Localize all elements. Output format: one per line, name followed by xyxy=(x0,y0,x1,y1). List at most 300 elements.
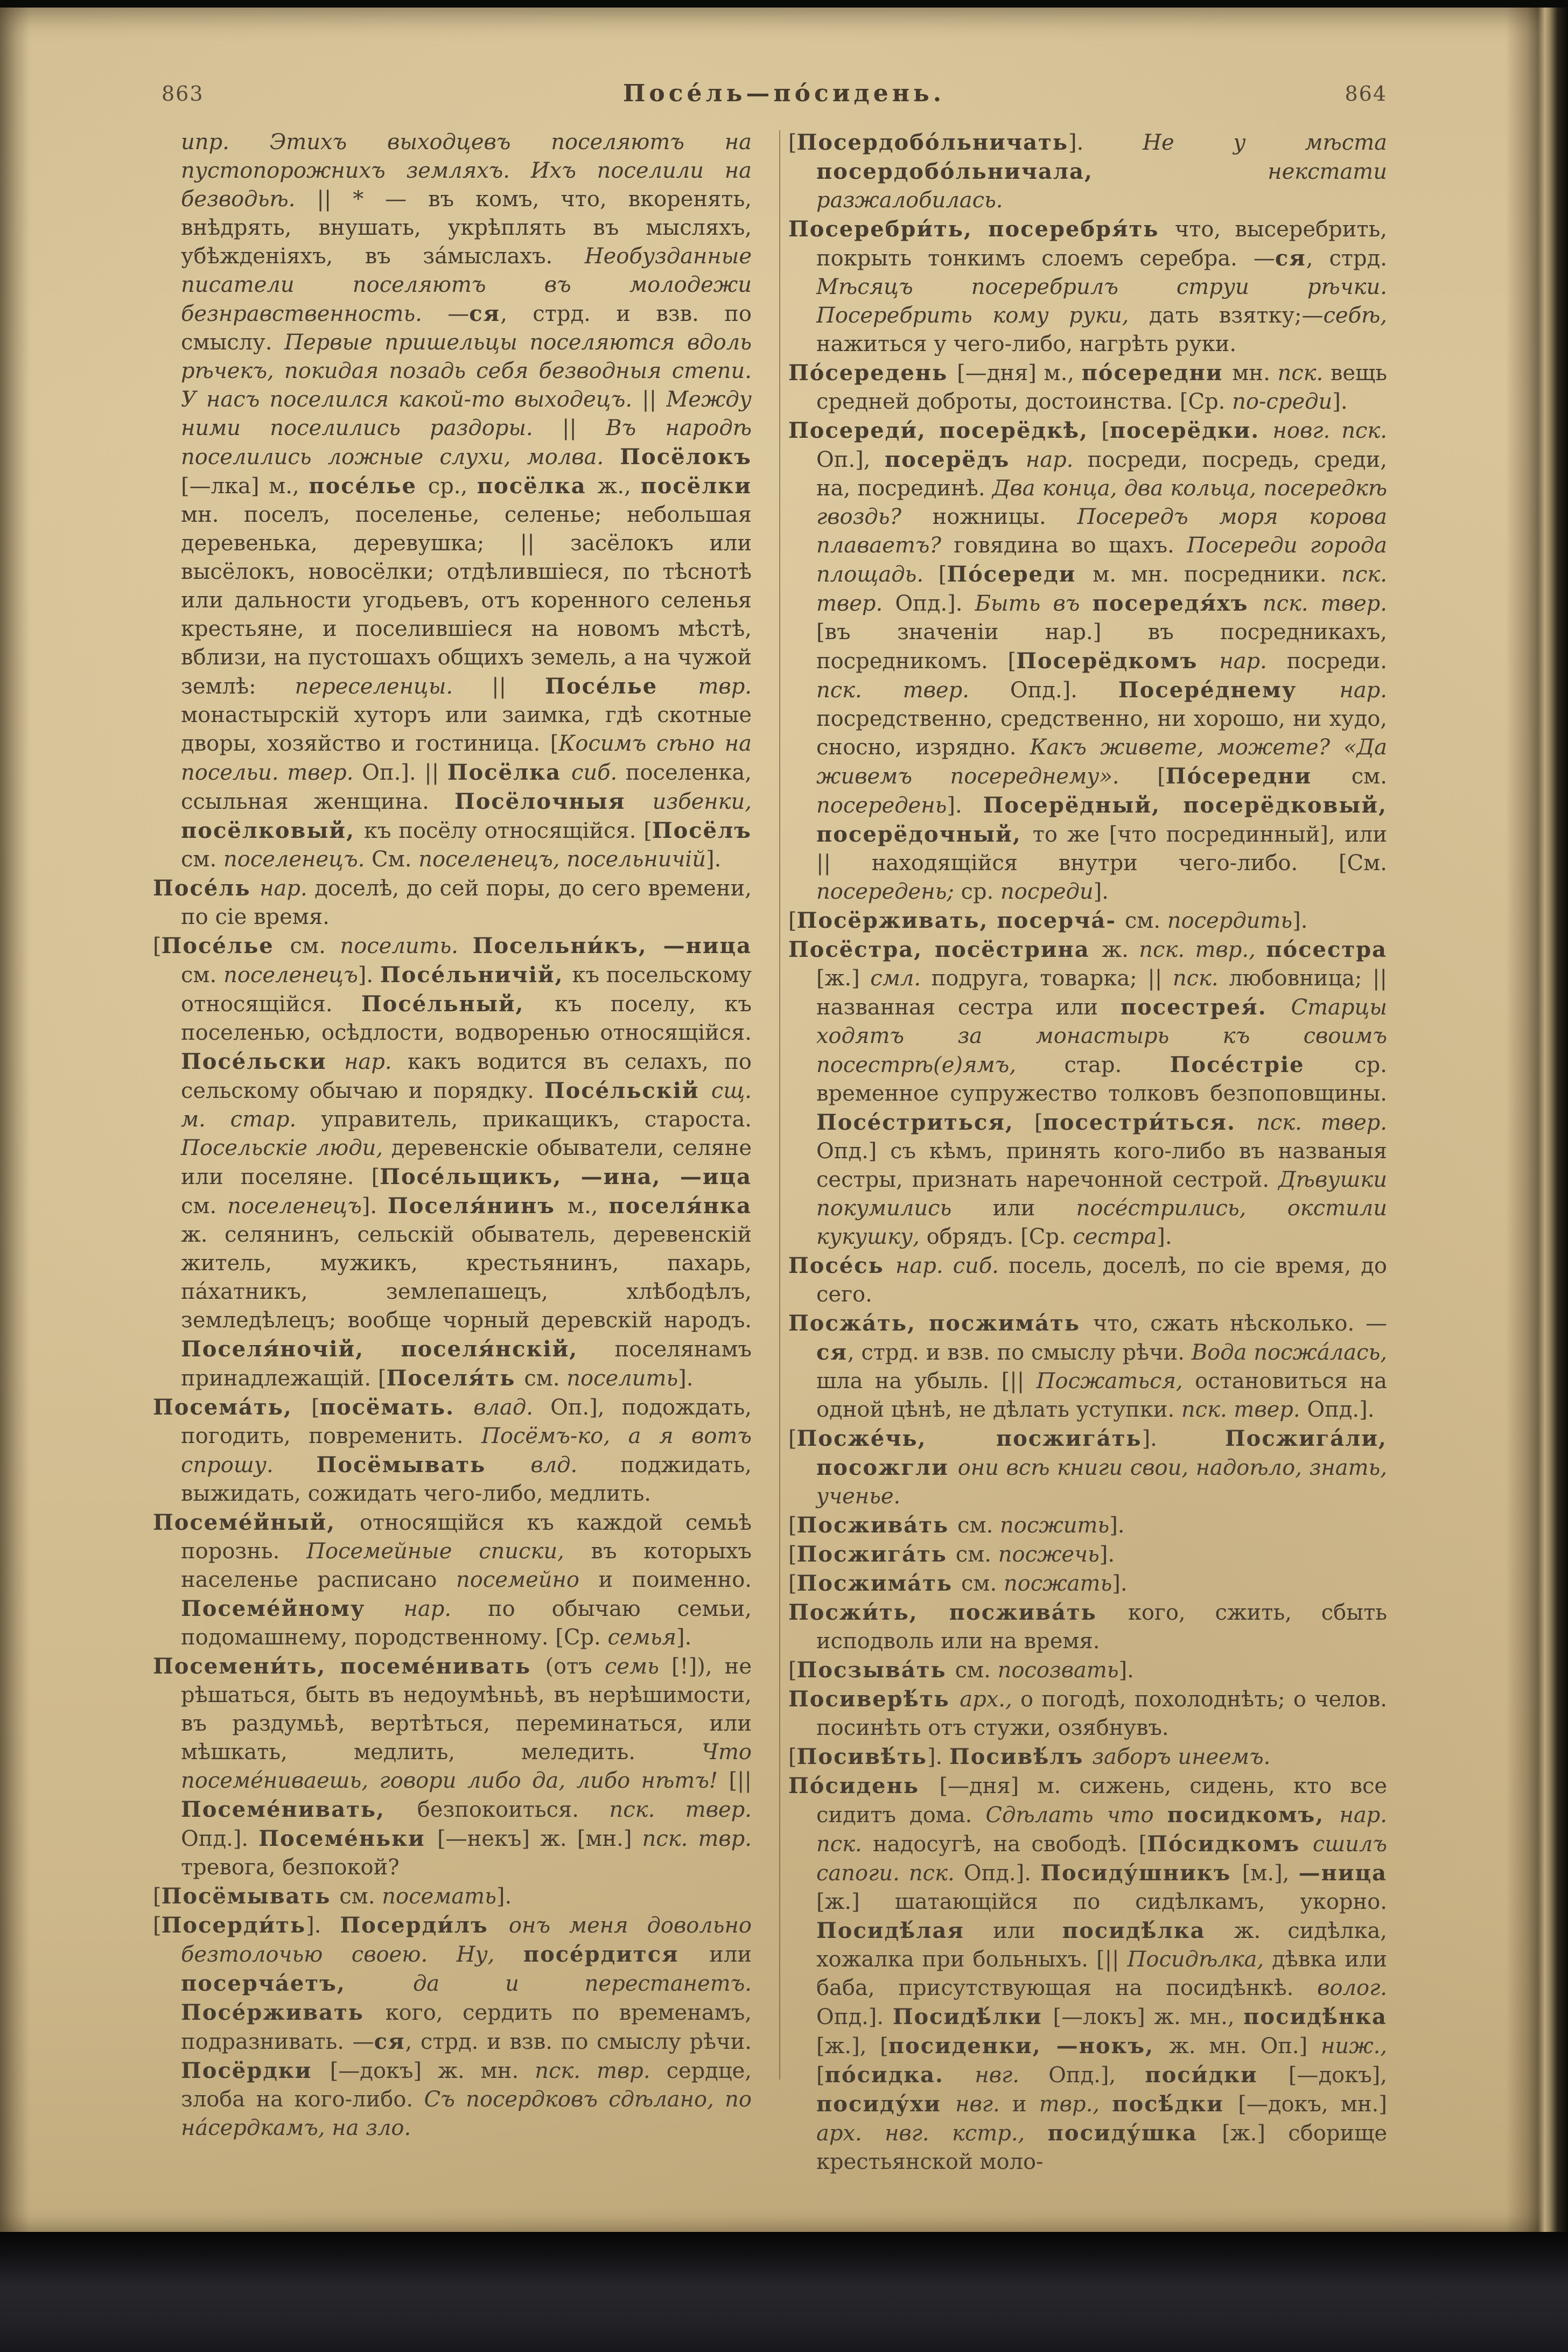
text-segment: посёлка xyxy=(477,473,598,499)
text-segment: Что посеме́ниваешь, говори либо да, либо нѣтъ! xyxy=(181,1740,752,1793)
text-segment: вещь средней доброты, достоинства. [Ср. xyxy=(816,361,1388,414)
text-segment: кого, сжить, сбыть исподволь или на время. xyxy=(816,1600,1387,1654)
text-segment: или xyxy=(993,1919,1062,1943)
text-segment: [ xyxy=(311,1395,320,1420)
dictionary-paragraph xyxy=(153,128,752,874)
text-segment: пск. xyxy=(1277,361,1331,386)
page-number-right: 864 xyxy=(1345,82,1387,106)
dictionary-paragraph xyxy=(788,1511,1387,1540)
dictionary-paragraph xyxy=(788,215,1387,359)
text-segment: [ xyxy=(788,1513,797,1538)
text-segment: Посема́ть, xyxy=(153,1395,312,1420)
text-segment: и xyxy=(1012,2092,1039,2117)
text-segment: или xyxy=(709,1942,752,1967)
text-segment: м. мн. посредники. xyxy=(1093,562,1342,587)
page-left-edge-shadow xyxy=(0,8,30,2232)
text-segment: ср., xyxy=(428,474,477,499)
text-segment: [ xyxy=(788,908,797,933)
text-segment: посёлки xyxy=(640,473,752,499)
text-segment: ]. xyxy=(306,1913,340,1938)
text-segment: безпокоиться. xyxy=(417,1797,610,1822)
text-segment: Опд.]. xyxy=(963,1861,1041,1886)
text-segment: [ xyxy=(1101,418,1110,443)
text-segment: да и перестанетъ. xyxy=(412,1971,752,1996)
text-segment: посердобо́льничала, xyxy=(816,159,1268,184)
text-segment: [!]), не рѣшаться, быть въ недоумѣньѣ, въ нерѣшимости, въ раздумьѣ, вертѣться, переминаться, или мѣшкать, медлить, меледить. xyxy=(181,1654,752,1765)
text-segment: посередень; xyxy=(816,879,961,904)
dictionary-paragraph xyxy=(788,1424,1387,1511)
text-segment: ж. сидѣлка, хожалка при больныхъ. [|| xyxy=(816,1919,1388,1972)
text-segment: то же [что посрединный], или || находящійся внутри чего-либо. [См. xyxy=(816,822,1387,876)
text-segment: посередень xyxy=(816,793,947,818)
text-segment: [ xyxy=(788,1658,797,1683)
text-segment: Посёрдки xyxy=(181,2058,330,2083)
text-segment: Посёлокъ xyxy=(620,444,752,470)
text-segment: ]. xyxy=(361,1194,388,1219)
text-segment: ся xyxy=(374,2029,405,2054)
text-segment: посѣ́дки xyxy=(1112,2091,1238,2117)
text-segment: Посельни́къ, —ница xyxy=(472,933,752,958)
text-segment: ж. xyxy=(1102,937,1139,962)
text-segment: ]. xyxy=(947,793,983,818)
text-segment: нар. xyxy=(1219,649,1287,674)
text-segment: По́сидень xyxy=(788,1773,940,1798)
text-segment: Посе́сь xyxy=(788,1253,896,1278)
text-segment: ]. xyxy=(1093,879,1109,904)
text-segment: поси́дки xyxy=(1145,2062,1289,2088)
text-segment: деревенскіе обыватели, селяне или поселяне. [ xyxy=(181,1136,752,1189)
text-segment: (отъ xyxy=(545,1654,605,1679)
text-segment: Быть въ xyxy=(975,591,1093,616)
text-segment: Не у мѣста xyxy=(1143,130,1387,155)
text-segment: Два конца, два кольца, посередкѣ гвоздь? xyxy=(816,476,1387,529)
text-segment: Посе́лье xyxy=(161,933,290,958)
text-segment: пск. твр., xyxy=(1139,937,1266,962)
text-segment: посидѣ́лка xyxy=(1062,1918,1234,1943)
text-segment: Посжима́ть xyxy=(796,1571,961,1596)
text-segment: Посе́лье xyxy=(545,674,698,699)
text-segment: [ xyxy=(816,2063,825,2088)
text-segment: по обычаю семьи, подомашнему, породственному. [Ср. xyxy=(181,1597,752,1650)
text-segment: Поселя́ть xyxy=(386,1366,524,1391)
text-segment: Посеребри́ть, посеребря́ть xyxy=(788,216,1175,242)
book-page-scan xyxy=(0,8,1568,2232)
text-segment: посе́лье xyxy=(309,473,428,499)
text-segment: Посжива́ть xyxy=(796,1513,958,1538)
text-segment: см. xyxy=(1124,908,1167,933)
text-segment: ]. xyxy=(1292,908,1308,933)
text-segment: ]. xyxy=(496,1884,512,1909)
text-segment: Посеме́ньки xyxy=(258,1826,438,1851)
text-segment: пск. твер. xyxy=(816,678,1010,703)
scan-top-border xyxy=(0,0,1568,8)
dictionary-paragraph xyxy=(153,1508,752,1652)
text-segment: сердце, злоба на кого-либо. xyxy=(181,2059,752,2112)
dictionary-paragraph xyxy=(788,128,1387,215)
text-segment: [въ значеніи нар.] въ посредникахъ, посредникомъ. [ xyxy=(816,620,1387,674)
text-segment: ж., xyxy=(597,474,641,499)
text-segment: посредственно, средственно, ни хорошо, ни худо, сносно, изрядно. xyxy=(816,706,1387,760)
text-segment: [ xyxy=(1034,1110,1043,1135)
text-segment: [ xyxy=(788,1745,797,1769)
text-segment: и поименно. xyxy=(598,1567,752,1592)
text-segment: [ xyxy=(938,562,947,587)
text-segment: Посерди́ть xyxy=(161,1913,306,1938)
text-segment: ниж., xyxy=(1320,2034,1387,2059)
text-segment: Оп.], подождать, погодить, повременить. xyxy=(181,1395,752,1448)
text-segment: посозвать xyxy=(997,1658,1119,1683)
dictionary-paragraph xyxy=(788,1742,1387,1772)
text-segment: Поселя́ночій, поселя́нскій, xyxy=(181,1336,615,1362)
text-segment: Посжи́ть, посжива́ть xyxy=(788,1600,1128,1625)
text-segment: сщ. м. стар. xyxy=(181,1079,752,1132)
text-segment: —себѣ, xyxy=(1301,303,1387,328)
text-segment: Опд.]. xyxy=(1010,678,1118,703)
text-segment: Посерёдный, посерёдковый, посерёдочный, xyxy=(816,793,1387,847)
text-segment: по́сидка. xyxy=(824,2062,975,2088)
text-segment: онъ меня довольно безтолочью своею. Ну, xyxy=(181,1913,752,1967)
text-segment: || xyxy=(492,674,545,699)
text-segment: по́середни xyxy=(1081,360,1233,386)
text-segment: поселенецъ, посельничій xyxy=(418,847,706,872)
text-segment: , стрд. и взв. по смыслу рѣчи. xyxy=(405,2029,752,2054)
text-segment: [—докъ] ж. мн. xyxy=(330,2059,535,2083)
dictionary-paragraph xyxy=(788,1540,1387,1569)
text-segment: обрядъ. [Ср. xyxy=(926,1224,1073,1249)
text-segment: см. xyxy=(955,1542,998,1567)
text-segment: поселянамъ принадлежащій. [ xyxy=(181,1337,752,1391)
text-segment: Первые пришельцы поселяются вдоль рѣчекъ, покидая позадь себя безводныя степи. У насъ поселился какой-то выходецъ. || Между ними поселились раздоры. || Въ народѣ поселились ложные слухи, молва. xyxy=(181,330,752,470)
text-segment: См. xyxy=(372,847,419,872)
text-segment: Посёстра, посёстрина xyxy=(788,937,1102,962)
text-segment: Опд.]. xyxy=(895,591,975,616)
text-segment: Оп.], xyxy=(816,447,885,472)
text-segment: Посе́рживать xyxy=(181,2000,386,2025)
text-segment: —ница xyxy=(1298,1860,1387,1886)
text-segment: семь xyxy=(604,1654,671,1679)
text-segment: нар. xyxy=(1339,678,1387,703)
text-segment: дать взятку; xyxy=(1149,303,1302,328)
text-segment: пск. твер. xyxy=(1256,1110,1388,1135)
text-segment: см. xyxy=(957,1513,1000,1538)
text-segment: надосугѣ, на свободѣ. [ xyxy=(873,1832,1147,1857)
text-segment: о погодѣ, похолоднѣть; о челов. посинѣть отъ стужи, озябнувъ. xyxy=(816,1687,1388,1740)
text-segment: Посерди́лъ xyxy=(340,1913,509,1938)
dictionary-paragraph xyxy=(153,1652,752,1882)
text-segment: [—докъ, мн.] xyxy=(1238,2092,1387,2117)
text-segment: [ xyxy=(153,1913,162,1938)
text-segment: пск. твр. xyxy=(642,1826,752,1851)
text-segment: см. xyxy=(955,1658,998,1683)
text-segment: или xyxy=(992,1196,1076,1221)
text-segment: Посжаться, xyxy=(1036,1369,1195,1394)
text-segment: [ xyxy=(788,1571,797,1596)
text-segment: нар. сиб. xyxy=(895,1254,1009,1278)
text-segment: къ посельскому относящійся. xyxy=(181,963,752,1017)
text-segment: ]. xyxy=(676,1625,692,1650)
text-segment: Посеме́нивать, xyxy=(181,1797,417,1822)
text-segment: Посжига́ли, посожгли xyxy=(816,1426,1387,1480)
text-segment: Посе́льничій, xyxy=(380,962,572,988)
text-segment: [ж.] сборище крестьянской моло- xyxy=(816,2121,1387,2174)
text-segment: посёмать. xyxy=(319,1395,474,1420)
text-segment: посемейно xyxy=(456,1567,599,1592)
text-segment: поселенецъ xyxy=(223,963,358,988)
text-segment: По́середень xyxy=(788,360,957,386)
text-segment: они всѣ книги свои, надоѣло, знать, ученье. xyxy=(816,1455,1387,1509)
text-segment: [м.], xyxy=(1242,1861,1299,1886)
text-segment: относящійся къ каждой семьѣ порознь. xyxy=(181,1510,752,1564)
text-segment: стар. xyxy=(1064,1053,1170,1077)
text-segment: Посе́льщикъ, —ина, —ица xyxy=(380,1164,752,1189)
text-segment: поселенецъ. xyxy=(223,847,372,872)
text-segment: остановиться на одной цѣнѣ, не дѣлать уступки. xyxy=(816,1369,1387,1422)
text-segment: по-среди xyxy=(1232,389,1333,414)
text-segment: посестрея́. xyxy=(1120,995,1291,1020)
text-segment: посжать xyxy=(1003,1571,1112,1596)
text-segment: Посемейные списки, xyxy=(306,1539,591,1564)
column-right xyxy=(788,128,1387,2176)
text-segment: Посердобо́льничать xyxy=(796,130,1068,155)
text-segment: Посе́льскій xyxy=(544,1078,711,1103)
text-segment: нар. xyxy=(260,876,315,901)
text-segment: какъ водится въ селахъ, по сельскому обычаю и порядку. xyxy=(181,1049,752,1103)
text-segment: ж. селянинъ, сельскій обыватель, деревенскій житель, мужикъ, крестьянинъ, пахарь, па́хатникъ, землепашецъ, хлѣбодѣлъ, земледѣлецъ; вообще чорный деревскій народъ. xyxy=(181,1222,752,1333)
text-segment: Опд.]. xyxy=(816,2005,893,2029)
text-segment: поджидать, выжидать, сожидать чего-либо, медлить. xyxy=(181,1453,752,1506)
text-segment: посидѣ́нка xyxy=(1243,2004,1387,2029)
text-segment: ]. xyxy=(705,847,722,872)
text-segment: твр., xyxy=(1039,2092,1112,2117)
text-segment: Посе́ль xyxy=(153,876,260,901)
dictionary-paragraph xyxy=(788,1598,1387,1656)
text-segment: Посёмывать xyxy=(161,1884,340,1909)
text-segment: пск. твер. xyxy=(1181,1397,1307,1422)
text-segment: Посе́льски xyxy=(181,1049,345,1074)
text-segment: ся xyxy=(469,301,501,326)
text-segment: новг. пск. xyxy=(1272,418,1387,443)
text-segment: — xyxy=(447,302,470,326)
text-segment: см. xyxy=(1351,764,1387,789)
dictionary-paragraph xyxy=(788,906,1387,935)
text-segment: твр. xyxy=(698,674,752,699)
text-segment: см. xyxy=(339,1884,382,1909)
text-segment: ]. xyxy=(1157,1224,1172,1249)
text-segment: Посидѣ́лая xyxy=(816,1918,993,1943)
text-segment: [—дня] м. сижень, сидень, кто все сидитъ дома. xyxy=(816,1774,1388,1828)
text-segment: посиду́шка xyxy=(1047,2120,1222,2146)
text-segment: Посивѣ́ть xyxy=(796,1744,927,1769)
text-segment: ипр. Этихъ выходцевъ поселяютъ на пустопорожнихъ земляхъ. Ихъ поселили на безводьѣ. xyxy=(181,130,752,212)
text-segment: , стрд. и взв. по смыслу рѣчи. xyxy=(847,1340,1192,1365)
text-segment: посе́рдится xyxy=(523,1942,710,1967)
text-segment: ср. временное супружество толковъ безпоповщины. xyxy=(816,1053,1387,1106)
text-segment: посиду́хи xyxy=(816,2091,956,2117)
text-segment: любовница; || названная сестра или xyxy=(816,966,1387,1020)
dictionary-paragraph xyxy=(153,932,752,1393)
text-segment: Сдѣлать что xyxy=(985,1803,1167,1828)
text-segment: подруга, товарка; || xyxy=(931,966,1173,991)
text-segment: , стрд. xyxy=(1306,246,1387,271)
text-segment: Посжига́ть xyxy=(796,1542,956,1567)
text-segment: мн. поселъ, поселенье, селенье; небольшая деревенька, деревушка; || засёлокъ или высёлокъ, новосёлки; отдѣлившіеся, по тѣснотѣ или дальности угодьевъ, отъ коренного селенья крестьяне, и поселившіеся на новомъ мѣстѣ, вблизи, на пустошахъ общихъ земель, а на чужой землѣ: xyxy=(181,502,752,699)
text-segment: посерча́етъ, xyxy=(181,1971,413,1996)
text-segment: пск. твер. xyxy=(816,562,1387,616)
text-segment: Вода посжа́лась, xyxy=(1191,1340,1387,1365)
text-segment: [—некъ] ж. [мн.] xyxy=(437,1826,642,1851)
text-segment: къ поселу, къ поселенью, осѣдлости, водворенью относящійся. xyxy=(181,992,752,1045)
text-segment: [—лка] м., xyxy=(181,474,309,499)
text-segment: Посе́льный, xyxy=(361,991,555,1017)
text-segment: поселенецъ xyxy=(227,1194,362,1219)
text-segment: нар. пск. xyxy=(816,1803,1387,1857)
dictionary-paragraph xyxy=(788,1772,1387,2176)
text-segment: [ xyxy=(153,934,162,958)
text-segment: Посе́стриться, xyxy=(816,1110,1034,1135)
text-segment: Посемени́ть, посеме́нивать xyxy=(153,1654,545,1679)
text-segment: По́сидкомъ xyxy=(1147,1831,1313,1857)
text-segment: [ж.] xyxy=(816,966,871,991)
text-segment: Оп.]. || xyxy=(362,760,447,785)
text-segment: дѣвка или баба, присутствующая на посидѣнкѣ. xyxy=(816,1947,1387,2000)
text-segment: влд. xyxy=(530,1453,621,1478)
text-segment: Посёлка xyxy=(447,760,571,785)
text-segment: [|| xyxy=(729,1768,752,1793)
text-segment: Посеме́йному xyxy=(181,1596,404,1621)
text-segment: [ж.] шатающійся по сидѣлкамъ, укорно. xyxy=(816,1889,1387,1914)
text-segment: пск. xyxy=(1172,966,1229,991)
dictionary-paragraph xyxy=(788,359,1387,416)
text-segment: [ xyxy=(153,1884,162,1909)
text-segment: заборъ инеемъ. xyxy=(1092,1745,1271,1769)
text-segment: посёлковый, xyxy=(181,818,365,843)
dictionary-paragraph xyxy=(153,874,752,932)
text-segment: Какъ живете, можете? «Да живемъ посереднему». xyxy=(816,735,1387,789)
text-segment: нвг. xyxy=(975,2063,1049,2088)
text-segment: Посивѣ́лъ xyxy=(949,1744,1093,1769)
text-segment: [ xyxy=(788,1426,797,1451)
text-segment: доселѣ, до сей поры, до сего времени, по сіе время. xyxy=(181,876,752,929)
text-segment: ср. xyxy=(961,879,1000,904)
text-segment: ж. мн. Оп.] xyxy=(1168,2034,1321,2059)
text-segment: посерёдъ xyxy=(884,447,1026,472)
text-segment: нар. xyxy=(403,1597,488,1621)
text-segment: [ xyxy=(1157,764,1166,789)
text-segment: [—докъ], xyxy=(1288,2063,1387,2088)
text-segment: см. xyxy=(290,934,340,958)
text-segment: посе́стрились, окстили кукушку, xyxy=(816,1196,1388,1249)
text-segment: тревога, безпокой? xyxy=(181,1855,400,1880)
text-segment: сестра xyxy=(1073,1224,1157,1249)
column-left xyxy=(153,128,752,2176)
text-segment: [ xyxy=(788,130,797,155)
text-segment: ся xyxy=(1275,246,1306,271)
text-segment: ]. xyxy=(1142,1426,1225,1451)
text-segment: Опд.]. xyxy=(181,1826,259,1851)
dictionary-paragraph xyxy=(788,1685,1387,1742)
text-segment: ся xyxy=(816,1340,848,1365)
text-segment: Посжа́ть, посжима́ть xyxy=(788,1311,1093,1336)
text-segment: Посзыва́ть xyxy=(796,1657,955,1683)
text-segment: нвг. xyxy=(955,2092,1012,2117)
text-segment: мн. xyxy=(1232,361,1278,386)
text-segment: Опд.], xyxy=(1048,2063,1145,2088)
text-segment: Посёлъ xyxy=(652,818,752,843)
text-segment: кого, сердить по временамъ, подразнивать. — xyxy=(181,2000,752,2054)
text-segment: ножницы. xyxy=(932,505,1077,529)
text-segment: избенки, xyxy=(652,789,752,814)
text-segment: Посёрживать, посерча́- xyxy=(796,908,1125,933)
text-segment: Посидѣ́лки xyxy=(892,2004,1053,2029)
dictionary-paragraph xyxy=(153,1882,752,1911)
text-segment: Съ посердковъ сдѣлано, по на́сердкамъ, на зло. xyxy=(181,2087,752,2140)
text-segment: посжечь xyxy=(998,1542,1100,1567)
text-segment: ]. xyxy=(1068,130,1143,155)
dictionary-paragraph xyxy=(153,1393,752,1508)
text-segment: Старцы ходятъ за монастырь къ своимъ посестрѣ(е)ямъ, xyxy=(816,995,1387,1077)
text-segment: Посерёдкомъ xyxy=(1016,648,1220,674)
text-segment: посиденки, —нокъ, xyxy=(888,2033,1169,2059)
dictionary-paragraph xyxy=(788,1251,1387,1309)
text-segment: шла на убыль. [|| xyxy=(816,1369,1037,1394)
text-segment: см. xyxy=(181,1194,228,1219)
text-segment: , стрд. и взв. по смыслу. xyxy=(181,302,752,355)
dictionary-text-block xyxy=(153,128,1387,2176)
text-segment: Посёмывать xyxy=(316,1452,531,1478)
page-right-edge xyxy=(1506,8,1568,2232)
text-segment: ]. xyxy=(927,1745,949,1769)
text-segment: || * — въ комъ, что, вкоренять, внѣдрять, внушать, укрѣплять въ мысляхъ, убѣжденіяхъ, въ за́мыслахъ. xyxy=(181,187,752,269)
text-segment: посестри́ться. xyxy=(1042,1110,1257,1135)
text-segment: пск. твер. xyxy=(609,1797,752,1822)
text-segment: посердить xyxy=(1167,908,1293,933)
text-segment: поселить. xyxy=(340,934,473,958)
text-segment: Посере́днему xyxy=(1118,677,1340,703)
dictionary-paragraph xyxy=(788,935,1387,1251)
text-segment: посерёдки. xyxy=(1109,418,1273,443)
text-segment: [ xyxy=(788,1542,797,1567)
text-segment: Опд.] съ кѣмъ, принять кого-либо въ названыя сестры, признать наречонной сестрой. xyxy=(816,1139,1387,1192)
text-segment: въ которыхъ населенье расписано xyxy=(181,1539,752,1592)
text-segment: [ж.], [ xyxy=(816,2034,888,2059)
text-segment: по́сестра xyxy=(1266,937,1388,962)
text-segment: Посёмъ-ко, а я вотъ спрошу. xyxy=(181,1424,752,1478)
text-segment: пск. твер. xyxy=(1262,591,1387,616)
text-segment: переселенцы. xyxy=(295,674,492,699)
text-segment: сшилъ сапоги. пск. xyxy=(816,1832,1388,1886)
text-segment: Мѣсяцъ посеребрилъ струи рѣчки. Посеребрить кому руки, xyxy=(816,275,1387,328)
text-segment: Посереди города площадь. xyxy=(816,533,1387,587)
text-segment: Опд.]. xyxy=(1307,1397,1375,1422)
text-segment: влад. xyxy=(473,1395,551,1420)
text-segment: Косимъ сѣно на посельи. твер. xyxy=(181,731,752,785)
text-segment: арх., xyxy=(960,1687,1020,1712)
text-segment: [—локъ] ж. мн., xyxy=(1053,2005,1244,2029)
text-segment: посжить xyxy=(1000,1513,1110,1538)
text-segment: посреди, посредь, среди, на, посрединѣ. xyxy=(816,447,1388,501)
text-segment: м., xyxy=(567,1194,609,1219)
text-segment: см. xyxy=(524,1366,567,1391)
text-segment: Посе́стріе xyxy=(1170,1052,1355,1077)
text-segment: пск. твр. xyxy=(535,2059,667,2083)
text-segment: нажиться у чего-либо, нагрѣть руки. xyxy=(816,332,1237,356)
text-segment: ]. xyxy=(1099,1542,1115,1567)
text-segment: къ посёлу относящійся. [ xyxy=(364,818,652,843)
text-segment: Посидѣлка, xyxy=(1127,1947,1272,1972)
text-segment: Посже́чь, посжига́ть xyxy=(796,1426,1142,1451)
text-segment: что, высеребрить, покрыть тонкимъ слоемъ серебра. — xyxy=(816,217,1387,271)
text-segment: посреди xyxy=(1000,879,1094,904)
